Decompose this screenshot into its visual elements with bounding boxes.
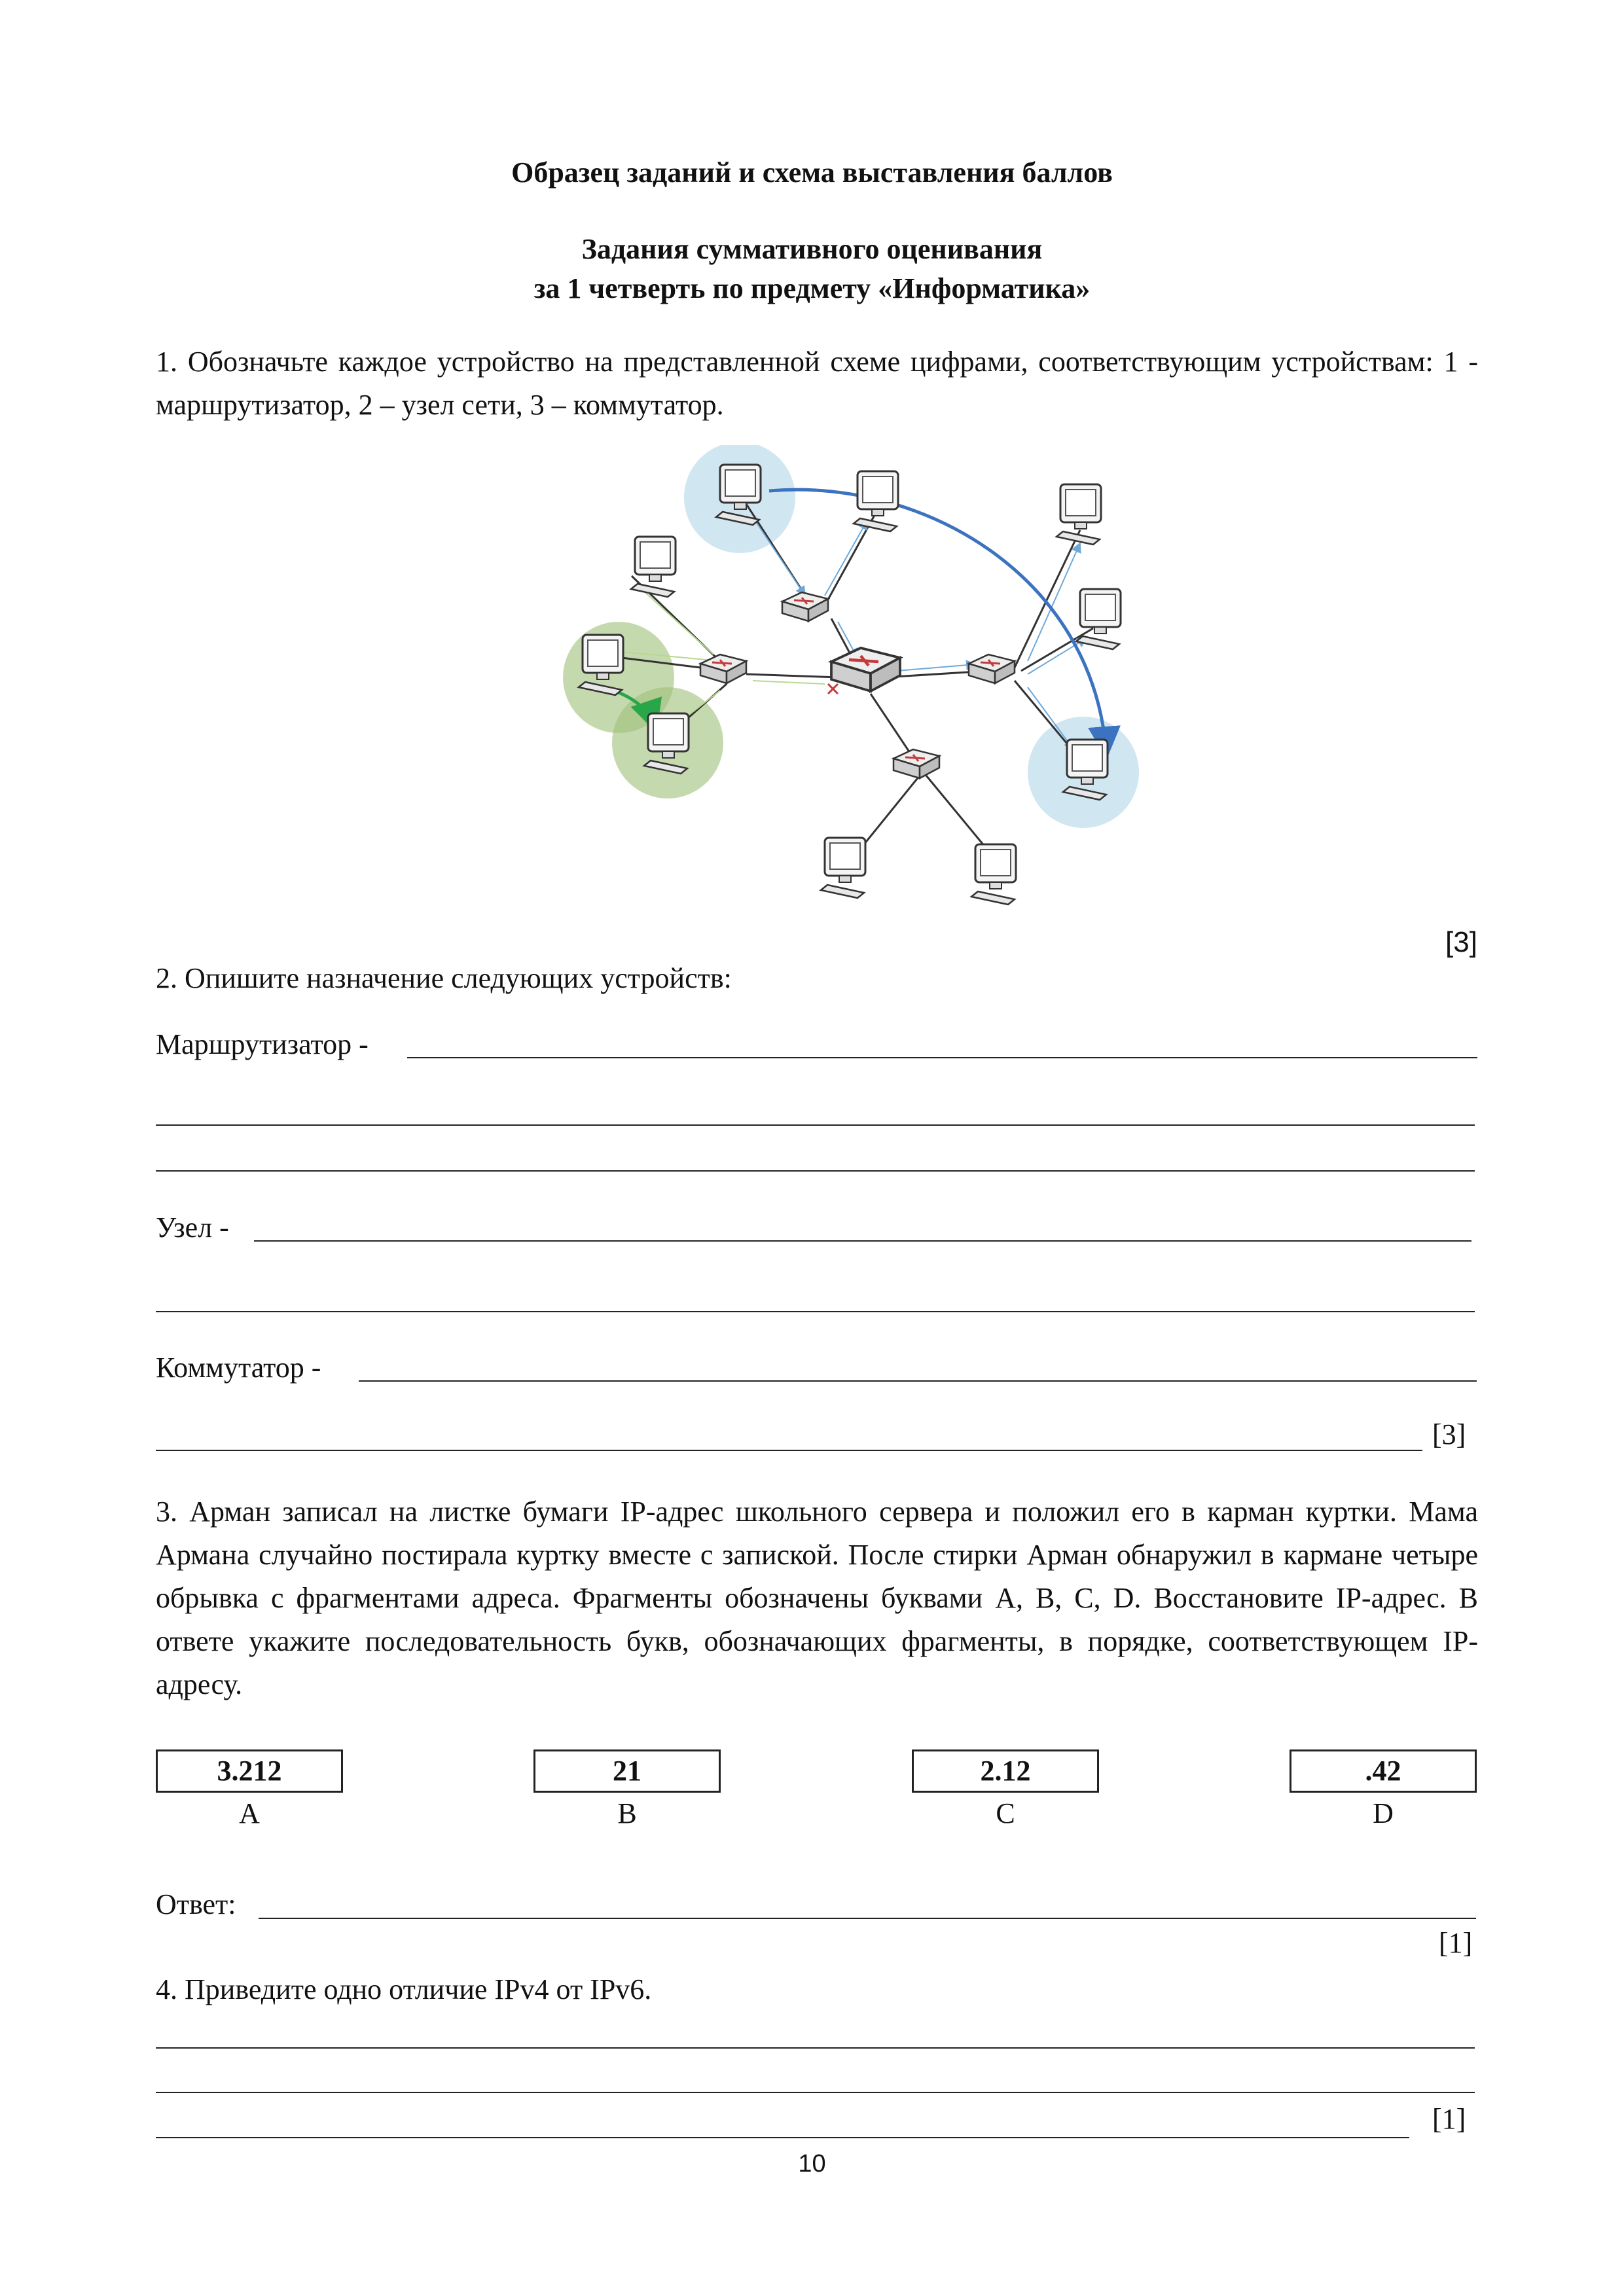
question-3-score: [1] [1439,1927,1473,1959]
computer [971,844,1016,905]
question-3-text: 3. Арман записал на листке бумаги IP-адрес школьного сервера и положил его в карман куртки. Мама Армана случайно постирала куртку вместе с запиской. После стирки Арман обнаружил в кармане четыре обрывка с фрагментами адреса. Фрагменты обозначены буквами A, B, C, D. Восстановите IP-адрес. В ответе укажите последовательность букв, обозначающих фрагменты, в порядке, соответствующем IP-адресу. [156,1496,1478,1700]
router-label: Маршрутизатор - [156,1028,369,1060]
question-4-text: 4. Приведите одно отличие IPv4 от IPv6. [156,1973,652,2005]
router-answer-line-2[interactable] [156,1124,1475,1126]
computer [854,471,898,531]
question-2-text: 2. Опишите назначение следующих устройств: [156,962,732,994]
node-answer-line-1[interactable] [254,1240,1471,1242]
ip-fragment-d-letter: D [1373,1797,1394,1829]
computer [1056,484,1101,545]
switch-answer-line-1[interactable] [359,1380,1477,1382]
q4-answer-line-3[interactable] [156,2137,1409,2138]
subtitle-line-1: Задания суммативного оценивания [581,233,1043,265]
question-1-text: 1. Обозначьте каждое устройство на представленной схеме цифрами, соответствующим устройствам: 1 - маршрутизатор, 2 – узел сети, 3 – коммутатор. [156,346,1478,421]
network-device [782,592,828,621]
computer [821,838,865,898]
central-device [831,648,900,691]
q4-answer-line-1[interactable] [156,2047,1475,2049]
cross-mark [828,684,838,694]
ip-fragment-a: 3.212 [156,1749,343,1793]
ip-fragment-d: .42 [1290,1749,1477,1793]
computer [631,537,676,597]
switch-answer-line-2[interactable] [156,1450,1422,1451]
q4-answer-line-2[interactable] [156,2092,1475,2093]
question-4-score: [1] [1432,2103,1466,2135]
router-answer-line-3[interactable] [156,1170,1475,1172]
question-2-score: [3] [1432,1418,1466,1450]
ip-fragment-a-letter: A [239,1797,260,1829]
answer-label: Ответ: [156,1888,236,1920]
page-number: 10 [798,2150,826,2178]
answer-line[interactable] [259,1918,1476,1919]
page-title: Образец заданий и схема выставления баллов [511,156,1113,188]
computer [1076,589,1121,649]
network-device [893,749,939,778]
ip-fragment-b: 21 [533,1749,721,1793]
data-path-arrow [769,490,1106,753]
question-1-score: [3] [1445,926,1477,958]
node-answer-line-2[interactable] [156,1311,1475,1312]
ip-fragment-b-letter: B [617,1797,637,1829]
network-device [969,655,1015,683]
ip-fragment-c-letter: C [996,1797,1015,1829]
node-label: Узел - [156,1211,229,1244]
switch-label: Коммутатор - [156,1352,321,1384]
ip-fragment-c: 2.12 [912,1749,1099,1793]
subtitle-line-2: за 1 четверть по предмету «Информатика» [533,272,1091,304]
router-answer-line-1[interactable] [407,1057,1477,1058]
network-diagram [517,445,1165,916]
network-device [700,655,746,683]
